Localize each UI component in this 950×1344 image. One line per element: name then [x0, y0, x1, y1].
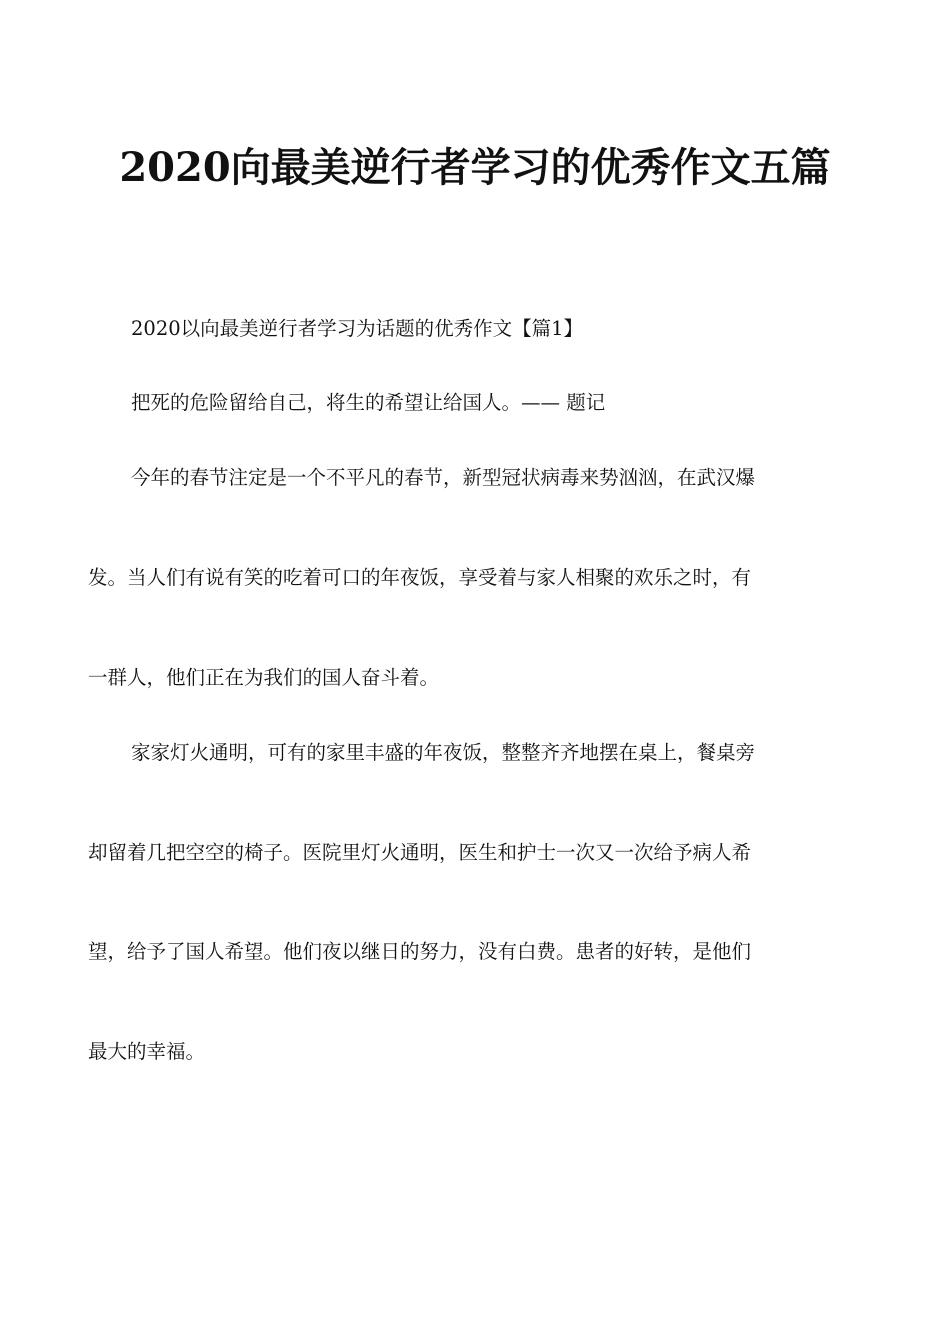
- paragraph-line: 一群人，他们正在为我们的国人奋斗着。: [88, 666, 440, 689]
- paragraph-line: 家家灯火通明，可有的家里丰盛的年夜饭，整整齐齐地摆在桌上，餐桌旁: [131, 741, 756, 764]
- paragraph-line: 却留着几把空空的椅子。医院里灯火通明，医生和护士一次又一次给予病人希: [88, 841, 752, 864]
- paragraph-line: 今年的春节注定是一个不平凡的春节，新型冠状病毒来势汹汹，在武汉爆: [131, 466, 756, 489]
- paragraph-line: 望，给予了国人希望。他们夜以继日的努力，没有白费。患者的好转，是他们: [88, 940, 752, 963]
- paragraph-line: 最大的幸福。: [88, 1040, 206, 1063]
- epigraph-line: 把死的危险留给自己，将生的希望让给国人。—— 题记: [131, 391, 606, 414]
- paragraph-line: 发。当人们有说有笑的吃着可口的年夜饭，享受着与家人相聚的欢乐之时，有: [88, 566, 752, 589]
- section-heading: 2020以向最美逆行者学习为话题的优秀作文【篇1】: [131, 317, 584, 340]
- page-title: 2020向最美逆行者学习的优秀作文五篇: [119, 144, 831, 191]
